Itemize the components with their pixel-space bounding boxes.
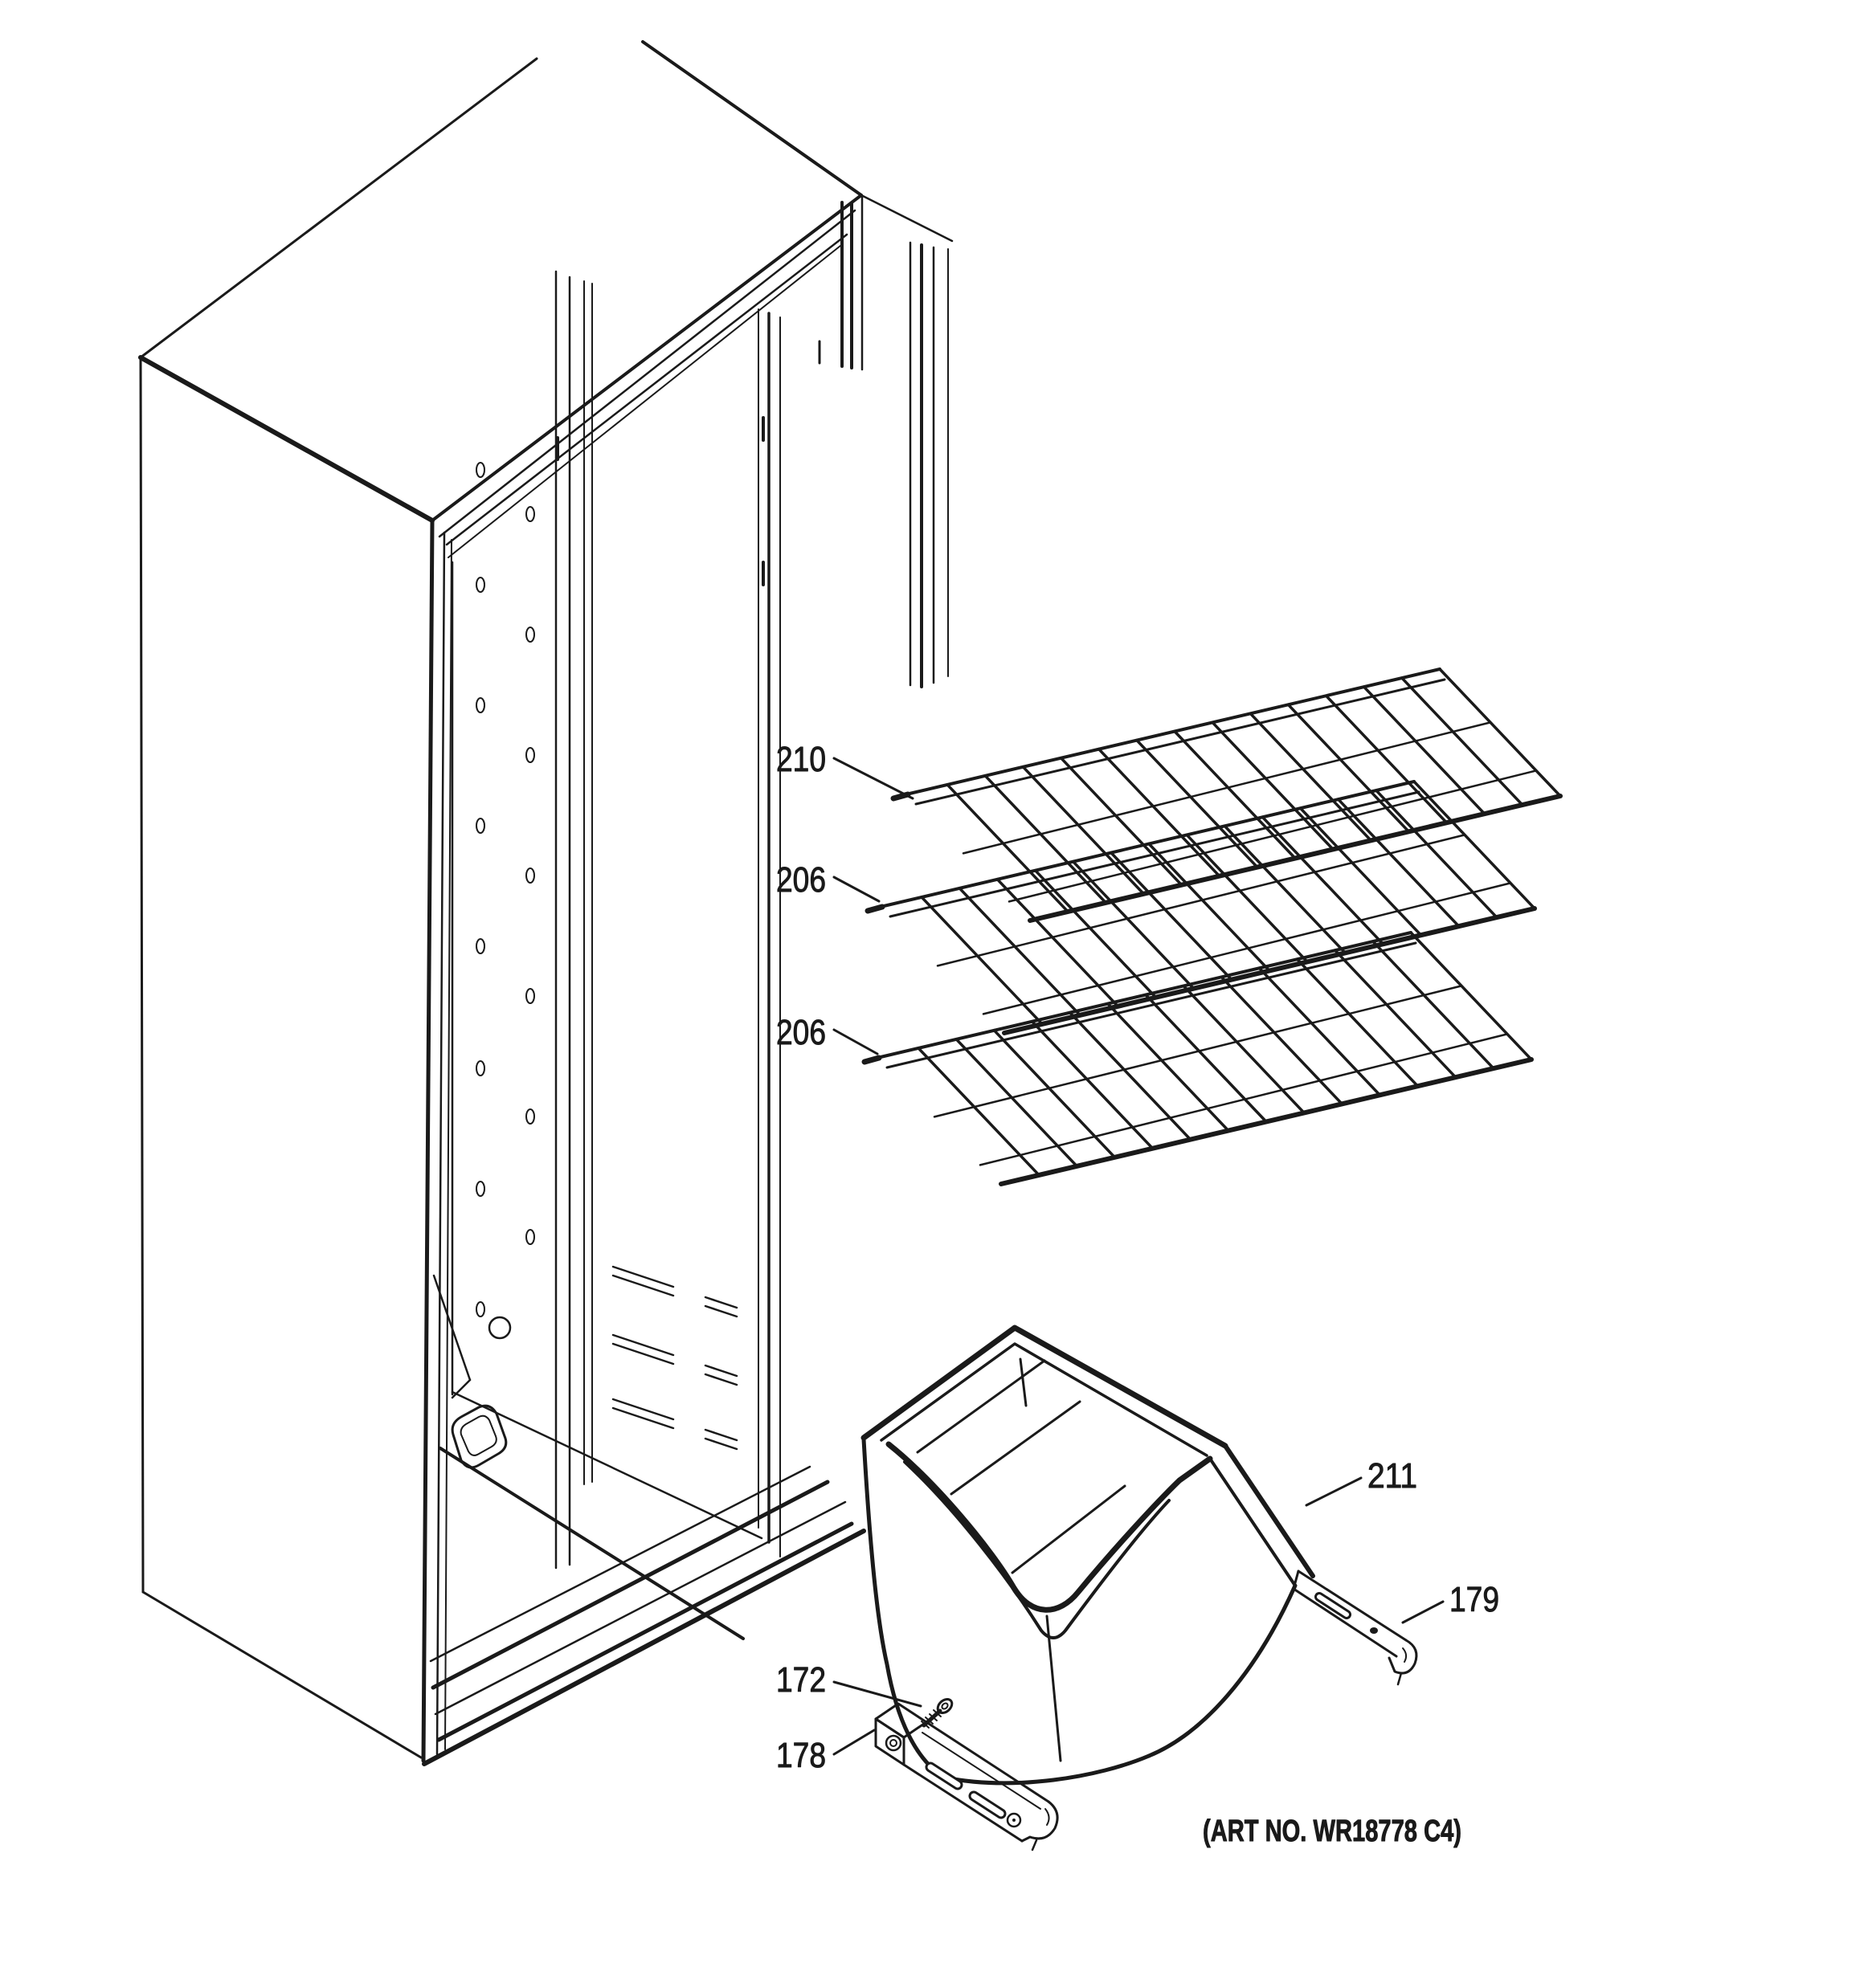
art-number-note: (ART NO. WR18778 C4) [1203, 1815, 1461, 1848]
shelf-wire [922, 897, 1042, 1024]
side-wall-rails [613, 1267, 737, 1449]
leader-basket-211 [1306, 1478, 1361, 1505]
leader-shelf-206-upper [834, 877, 879, 901]
rail-right-hook [1389, 1640, 1416, 1673]
basket-scoop-inner [905, 1462, 1169, 1638]
basket-rim-end-outer [1225, 1446, 1313, 1576]
mounting-screw [922, 1696, 954, 1728]
leader-screw-172 [834, 1682, 921, 1706]
wire-shelf-206-lower [865, 933, 1531, 1184]
freezer-floor [434, 1276, 762, 1639]
wire-shelf-206-upper [868, 782, 1535, 1033]
part-label-shelf-206-upper: 206 [776, 860, 826, 900]
part-label-rail-179: 179 [1449, 1580, 1499, 1619]
shelf-end-wire [1440, 669, 1560, 796]
shelf-end-wire [1411, 933, 1531, 1059]
divider-mullion [556, 271, 592, 1568]
cabinet-front-frame [445, 235, 847, 1749]
part-label-shelf-206-lower: 206 [776, 1013, 826, 1052]
cabinet-front-right-corner [842, 195, 952, 369]
leader-rail-178 [834, 1730, 874, 1754]
shelf-wire [1070, 1013, 1191, 1140]
cabinet-outline [141, 42, 952, 1764]
shelf-wire [1032, 1022, 1153, 1149]
cabinet-top-face [141, 42, 861, 537]
basket-body-right [1149, 1586, 1295, 1756]
shelf-tip [865, 1058, 879, 1062]
part-label-shelf-210: 210 [776, 740, 826, 779]
shelf-wire [918, 1048, 1039, 1175]
shelf-wire [1373, 941, 1494, 1068]
door-gasket-strip [758, 309, 820, 1557]
shelf-wire [1146, 995, 1266, 1122]
shelf-support-holes [476, 463, 534, 1316]
leader-shelf-210 [834, 758, 913, 798]
center-partition-edge [910, 243, 948, 687]
shelf-tip [868, 907, 882, 911]
basket-scoop-outer [889, 1444, 1210, 1610]
back-wall-hole [489, 1317, 510, 1338]
freezer-back-wall [452, 463, 534, 1394]
basket-rim-end-inner [1210, 1459, 1295, 1586]
base-sill [424, 1467, 864, 1764]
part-label-rail-178: 178 [776, 1736, 826, 1775]
leader-rail-179 [1403, 1602, 1443, 1623]
leader-shelf-206-lower [834, 1030, 877, 1054]
shelf-wire [956, 1039, 1077, 1166]
shelf-wire [1108, 1004, 1228, 1131]
part-label-screw-172: 172 [776, 1660, 826, 1700]
wire-shelf-210 [893, 669, 1560, 921]
part-label-basket-211: 211 [1367, 1456, 1417, 1496]
shelf-wire [1335, 950, 1456, 1077]
basket-body-bottom [945, 1756, 1149, 1783]
basket-rail-right [1294, 1571, 1416, 1684]
cabinet-left-panel [141, 357, 444, 1761]
shelf-wire [994, 1031, 1114, 1157]
floor-drain-opening [452, 1406, 506, 1468]
